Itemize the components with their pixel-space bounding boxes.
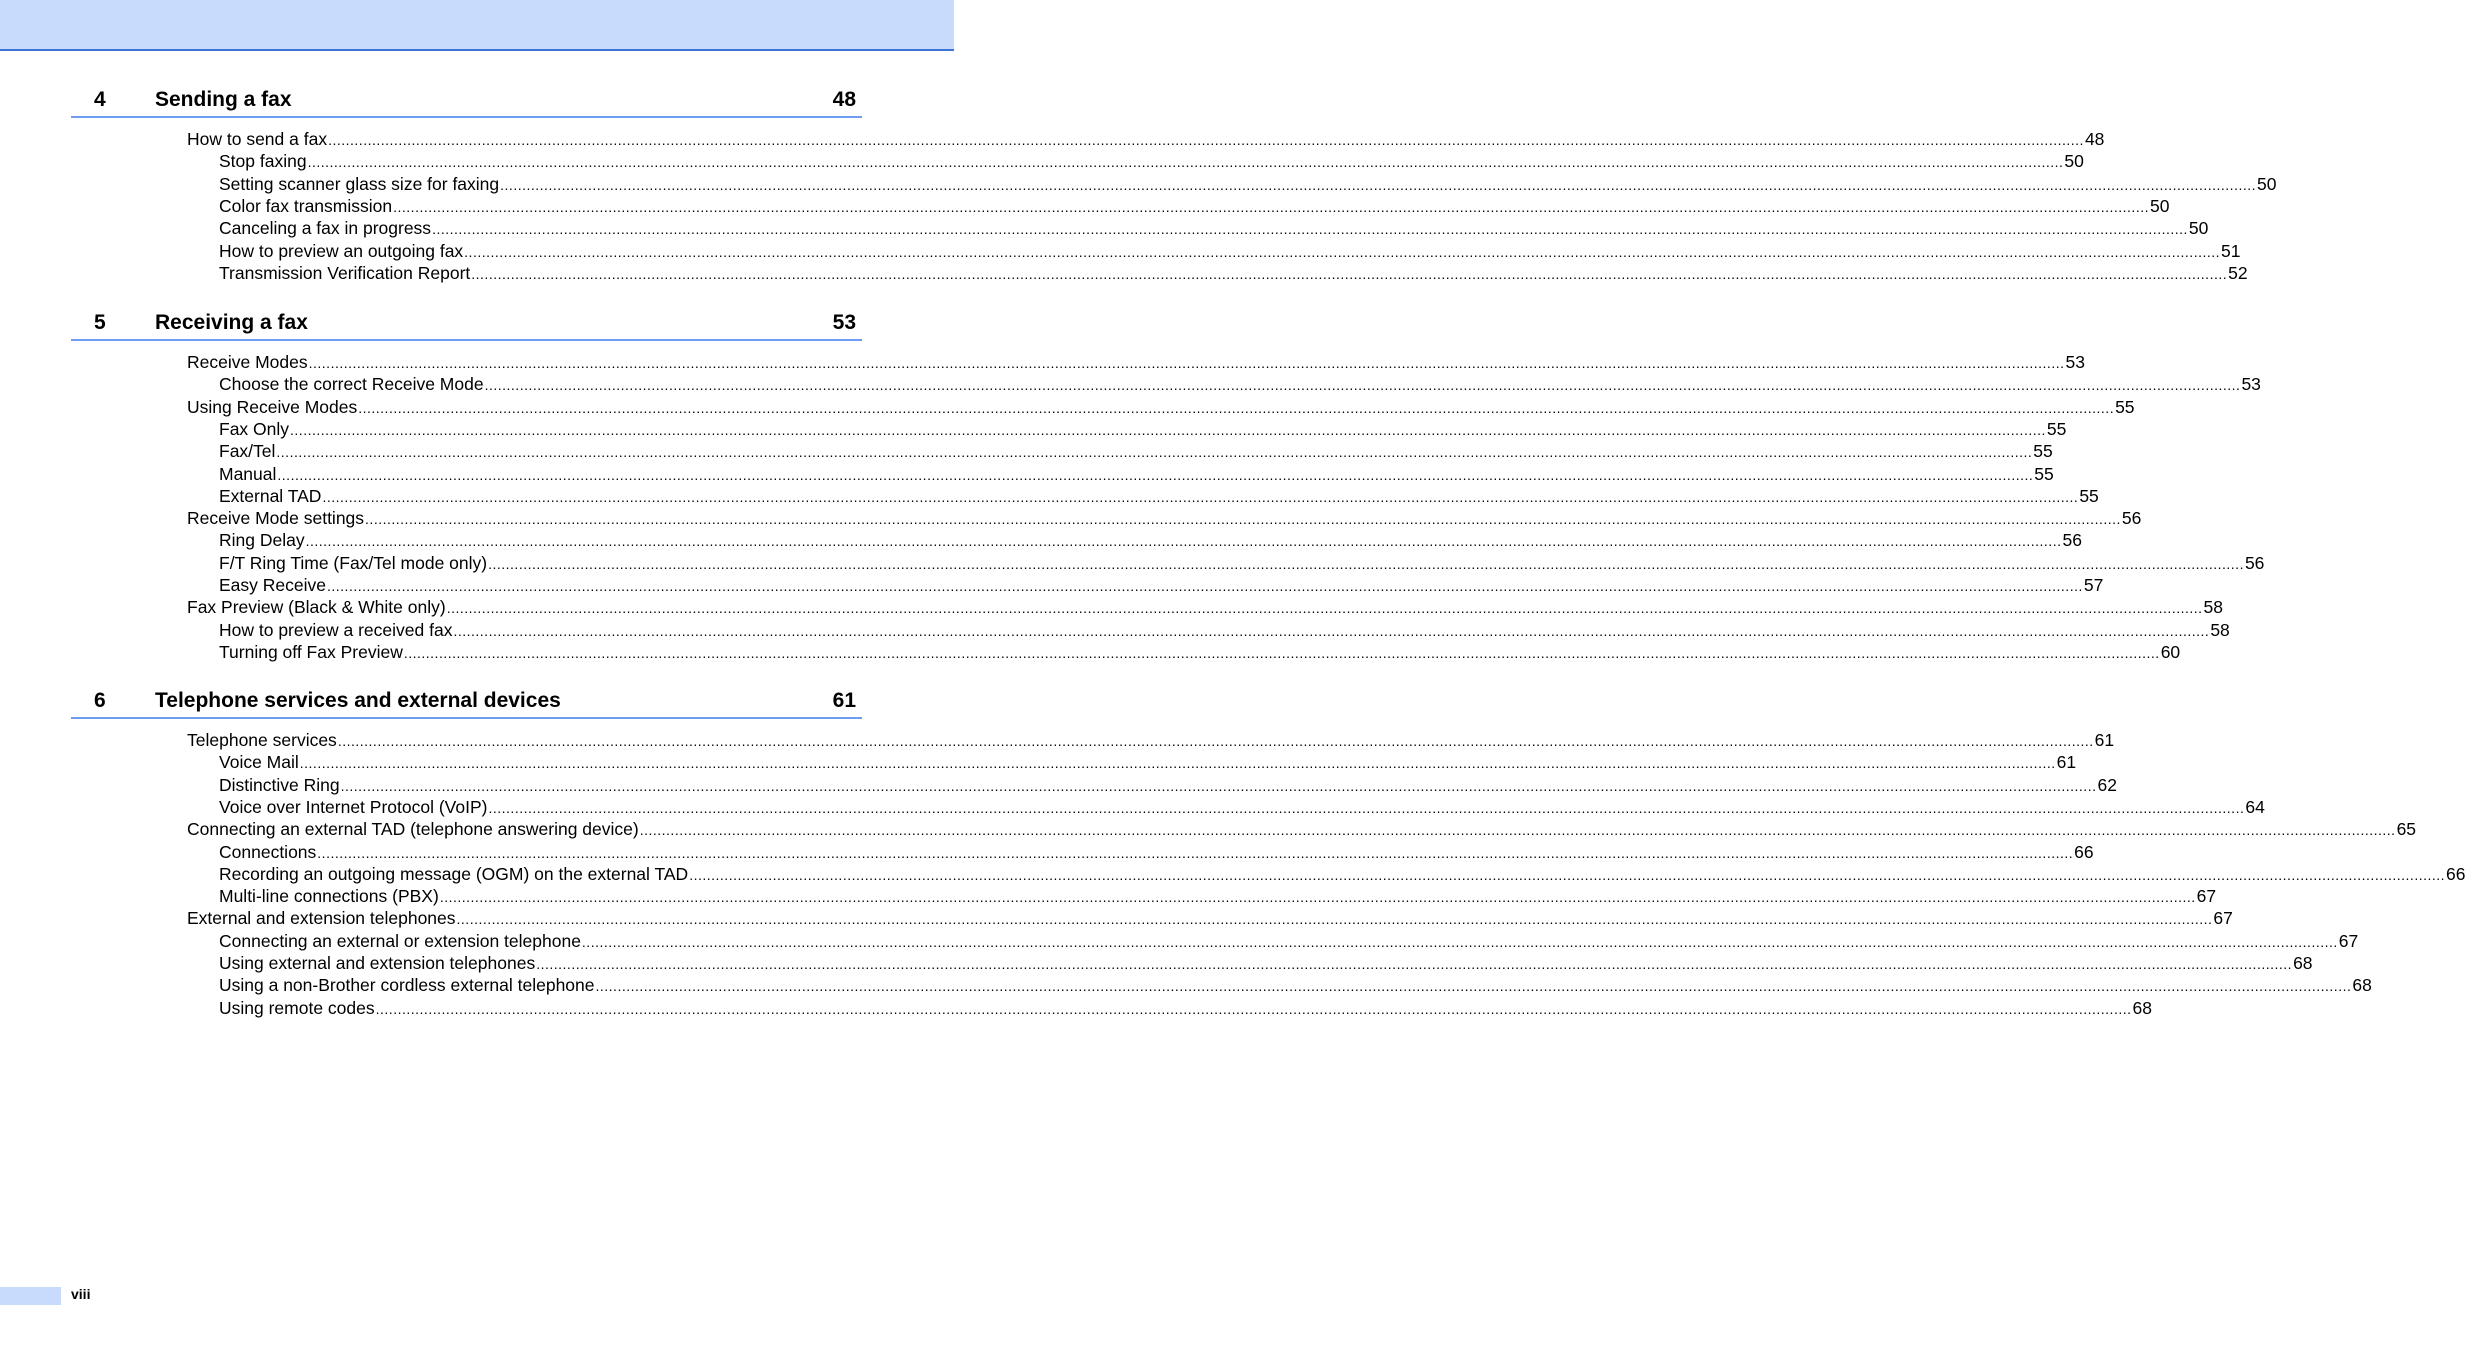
dot-leader: ................................................................................................................................................................................................................................................................................................................................................................................................................: [340, 778, 2097, 794]
toc-entry-title: Stop faxing: [219, 151, 307, 171]
toc-entry[interactable]: [219, 574, 2104, 596]
toc-entry-title: Using Receive Modes: [187, 397, 358, 417]
dot-leader: ................................................................................................................................................................................................................................................................................................................................................................................................................: [471, 266, 2228, 282]
toc-entry-title: How to preview a received fax: [219, 620, 453, 640]
dot-leader: ................................................................................................................................................................................................................................................................................................................................................................................................................: [446, 600, 2203, 616]
toc-entry[interactable]: [219, 195, 2170, 217]
dot-leader: ................................................................................................................................................................................................................................................................................................................................................................................................................: [432, 221, 2188, 237]
dot-leader: ................................................................................................................................................................................................................................................................................................................................................................................................................: [307, 154, 2064, 170]
dot-leader: ................................................................................................................................................................................................................................................................................................................................................................................................................: [365, 511, 2121, 527]
toc-entry-page: 67: [2213, 908, 2233, 928]
dot-leader: ................................................................................................................................................................................................................................................................................................................................................................................................................: [403, 645, 2160, 661]
toc-entry-page: 65: [2396, 819, 2417, 839]
toc-entry[interactable]: [219, 463, 2054, 485]
toc-entry[interactable]: [219, 619, 2230, 641]
toc-entry[interactable]: [219, 440, 2053, 462]
toc-entry-page: 50: [2149, 196, 2170, 216]
toc-entry-page: 57: [2083, 575, 2104, 595]
toc-entry[interactable]: [219, 552, 2265, 574]
dot-leader: ................................................................................................................................................................................................................................................................................................................................................................................................................: [305, 533, 2062, 549]
toc-entry[interactable]: [187, 907, 2233, 929]
toc-entry[interactable]: [219, 150, 2084, 172]
toc-entry[interactable]: [219, 485, 2099, 507]
dot-leader: ................................................................................................................................................................................................................................................................................................................................................................................................................: [358, 400, 2115, 416]
toc-entry-title: Voice Mail: [219, 752, 299, 772]
dot-leader: ................................................................................................................................................................................................................................................................................................................................................................................................................: [276, 444, 2033, 460]
toc-entry-page: 53: [2241, 374, 2261, 394]
toc-entry-title: Ring Delay: [219, 530, 305, 550]
dot-leader: ................................................................................................................................................................................................................................................................................................................................................................................................................: [290, 422, 2046, 438]
toc-entry[interactable]: [219, 774, 2117, 796]
dot-leader: ................................................................................................................................................................................................................................................................................................................................................................................................................: [393, 199, 2149, 215]
chapter-title: Telephone services and external devices: [155, 689, 561, 712]
toc-entry[interactable]: [219, 373, 2261, 395]
toc-entry-page: 60: [2160, 642, 2181, 662]
toc-entry-title: External and extension telephones: [187, 908, 456, 928]
dot-leader: ................................................................................................................................................................................................................................................................................................................................................................................................................: [456, 911, 2213, 927]
toc-entry-page: 55: [2033, 441, 2053, 461]
dot-leader: ................................................................................................................................................................................................................................................................................................................................................................................................................: [337, 733, 2094, 749]
toc-entry[interactable]: [187, 351, 2085, 373]
toc-entry[interactable]: [219, 863, 2466, 885]
toc-entry-title: Voice over Internet Protocol (VoIP): [219, 797, 488, 817]
toc-entry-page: 55: [2079, 486, 2099, 506]
dot-leader: ................................................................................................................................................................................................................................................................................................................................................................................................................: [453, 623, 2210, 639]
toc-entry-page: 50: [2257, 174, 2277, 194]
toc-entry-page: 58: [2210, 620, 2230, 640]
dot-leader: ................................................................................................................................................................................................................................................................................................................................................................................................................: [327, 578, 2083, 594]
toc-entry-title: Color fax transmission: [219, 196, 393, 216]
toc-entry[interactable]: [219, 952, 2313, 974]
dot-leader: ................................................................................................................................................................................................................................................................................................................................................................................................................: [595, 978, 2352, 994]
chapter-number: 6: [94, 689, 106, 712]
dot-leader: ................................................................................................................................................................................................................................................................................................................................................................................................................: [639, 822, 2396, 838]
toc-entry-title: Using remote codes: [219, 998, 375, 1018]
chapter-page-number: 61: [832, 689, 856, 712]
toc-entry-page: 48: [2084, 129, 2105, 149]
footer-page-number: viii: [71, 1286, 91, 1302]
toc-entry-title: Manual: [219, 464, 277, 484]
dot-leader: ................................................................................................................................................................................................................................................................................................................................................................................................................: [488, 800, 2245, 816]
dot-leader: ................................................................................................................................................................................................................................................................................................................................................................................................................: [308, 355, 2065, 371]
chapter-heading[interactable]: [71, 687, 862, 719]
toc-entry-title: External TAD: [219, 486, 322, 506]
chapter-number: 5: [94, 311, 106, 334]
dot-leader: ................................................................................................................................................................................................................................................................................................................................................................................................................: [484, 377, 2241, 393]
toc-entry-page: 56: [2121, 508, 2142, 528]
toc-entry-page: 62: [2097, 775, 2117, 795]
dot-leader: ................................................................................................................................................................................................................................................................................................................................................................................................................: [328, 132, 2084, 148]
toc-entry-page: 50: [2188, 218, 2209, 238]
toc-entry[interactable]: [219, 751, 2077, 773]
toc-entry-title: Receive Mode settings: [187, 508, 365, 528]
dot-leader: ................................................................................................................................................................................................................................................................................................................................................................................................................: [375, 1001, 2132, 1017]
dot-leader: ................................................................................................................................................................................................................................................................................................................................................................................................................: [500, 177, 2257, 193]
toc-entry-title: F/T Ring Time (Fax/Tel mode only): [219, 553, 488, 573]
toc-entry-page: 61: [2056, 752, 2077, 772]
footer-band: [0, 1287, 61, 1305]
toc-entry[interactable]: [187, 396, 2135, 418]
chapter-heading[interactable]: [71, 309, 862, 341]
toc-entry-title: Easy Receive: [219, 575, 326, 595]
dot-leader: ................................................................................................................................................................................................................................................................................................................................................................................................................: [299, 755, 2056, 771]
toc-entry-page: 53: [2065, 352, 2085, 372]
toc-entry-title: Receive Modes: [187, 352, 308, 372]
toc-entry[interactable]: [219, 240, 2241, 262]
dot-leader: ................................................................................................................................................................................................................................................................................................................................................................................................................: [581, 934, 2338, 950]
toc-entry[interactable]: [219, 217, 2209, 239]
toc-entry[interactable]: [219, 997, 2152, 1019]
toc-entry-page: 66: [2074, 842, 2094, 862]
toc-entry[interactable]: [219, 974, 2372, 996]
chapter-title: Sending a fax: [155, 88, 292, 111]
toc-entry[interactable]: [219, 173, 2277, 195]
toc-entry-page: 51: [2221, 241, 2241, 261]
toc-entry-page: 56: [2244, 553, 2265, 573]
dot-leader: ................................................................................................................................................................................................................................................................................................................................................................................................................: [317, 845, 2074, 861]
toc-entry-title: Choose the correct Receive Mode: [219, 374, 484, 394]
toc-entry-page: 56: [2062, 530, 2082, 550]
toc-entry-title: Fax/Tel: [219, 441, 276, 461]
toc-entry-title: Connecting an external TAD (telephone answering device): [187, 819, 639, 839]
toc-entry[interactable]: [187, 128, 2105, 150]
toc-entry[interactable]: [219, 529, 2082, 551]
toc-entry-title: Recording an outgoing message (OGM) on the external TAD: [219, 864, 689, 884]
toc-entry-title: Distinctive Ring: [219, 775, 340, 795]
toc-entry-title: Transmission Verification Report: [219, 263, 471, 283]
toc-entry-page: 55: [2115, 397, 2135, 417]
chapter-title: Receiving a fax: [155, 311, 308, 334]
toc-entry[interactable]: [187, 596, 2224, 618]
toc-entry-page: 68: [2293, 953, 2313, 973]
chapter-page-number: 53: [832, 311, 856, 334]
toc-entry-page: 55: [2046, 419, 2067, 439]
toc-entry-page: 50: [2064, 151, 2084, 171]
toc-entry-title: Fax Only: [219, 419, 290, 439]
dot-leader: ................................................................................................................................................................................................................................................................................................................................................................................................................: [536, 956, 2293, 972]
chapter-page-number: 48: [832, 88, 856, 111]
toc-entry-title: Telephone services: [187, 730, 337, 750]
toc-entry-page: 52: [2228, 263, 2248, 283]
chapter-heading[interactable]: [71, 86, 862, 118]
toc-entry-page: 58: [2203, 597, 2224, 617]
toc-entry-page: 67: [2338, 931, 2359, 951]
toc-entry-title: Connecting an external or extension telephone: [219, 931, 581, 951]
toc-entry[interactable]: [219, 885, 2217, 907]
dot-leader: ................................................................................................................................................................................................................................................................................................................................................................................................................: [439, 889, 2196, 905]
toc-entry-title: Turning off Fax Preview: [219, 642, 403, 662]
toc-entry-title: How to preview an outgoing fax: [219, 241, 464, 261]
header-band: [0, 0, 954, 51]
toc-entry-title: Setting scanner glass size for faxing: [219, 174, 500, 194]
dot-leader: ................................................................................................................................................................................................................................................................................................................................................................................................................: [488, 556, 2244, 572]
toc-entry[interactable]: [187, 507, 2142, 529]
toc-entry-page: 64: [2245, 797, 2265, 817]
chapter-number: 4: [94, 88, 106, 111]
toc-entry-title: Using external and extension telephones: [219, 953, 536, 973]
toc-entry-title: How to send a fax: [187, 129, 328, 149]
toc-entry-title: Fax Preview (Black & White only): [187, 597, 446, 617]
dot-leader: ................................................................................................................................................................................................................................................................................................................................................................................................................: [322, 489, 2079, 505]
dot-leader: ................................................................................................................................................................................................................................................................................................................................................................................................................: [464, 244, 2221, 260]
toc-entry-page: 68: [2352, 975, 2372, 995]
dot-leader: ................................................................................................................................................................................................................................................................................................................................................................................................................: [277, 467, 2034, 483]
dot-leader: ................................................................................................................................................................................................................................................................................................................................................................................................................: [689, 867, 2446, 883]
toc-entry[interactable]: [219, 796, 2265, 818]
toc-entry[interactable]: [187, 729, 2115, 751]
toc-entry[interactable]: [219, 418, 2067, 440]
toc-entry[interactable]: [187, 818, 2417, 840]
toc-entry-page: 55: [2034, 464, 2054, 484]
toc-entry-title: Canceling a fax in progress: [219, 218, 432, 238]
toc-entry-title: Using a non-Brother cordless external telephone: [219, 975, 595, 995]
toc-entry-title: Connections: [219, 842, 317, 862]
toc-entry-title: Multi-line connections (PBX): [219, 886, 439, 906]
toc-entry-page: 66: [2446, 864, 2466, 884]
toc-entry[interactable]: [219, 641, 2181, 663]
toc-entry[interactable]: [219, 841, 2094, 863]
toc-entry-page: 67: [2196, 886, 2217, 906]
toc-entry-page: 68: [2132, 998, 2152, 1018]
toc-entry-page: 61: [2094, 730, 2115, 750]
toc-entry[interactable]: [219, 262, 2248, 284]
toc-entry[interactable]: [219, 930, 2359, 952]
